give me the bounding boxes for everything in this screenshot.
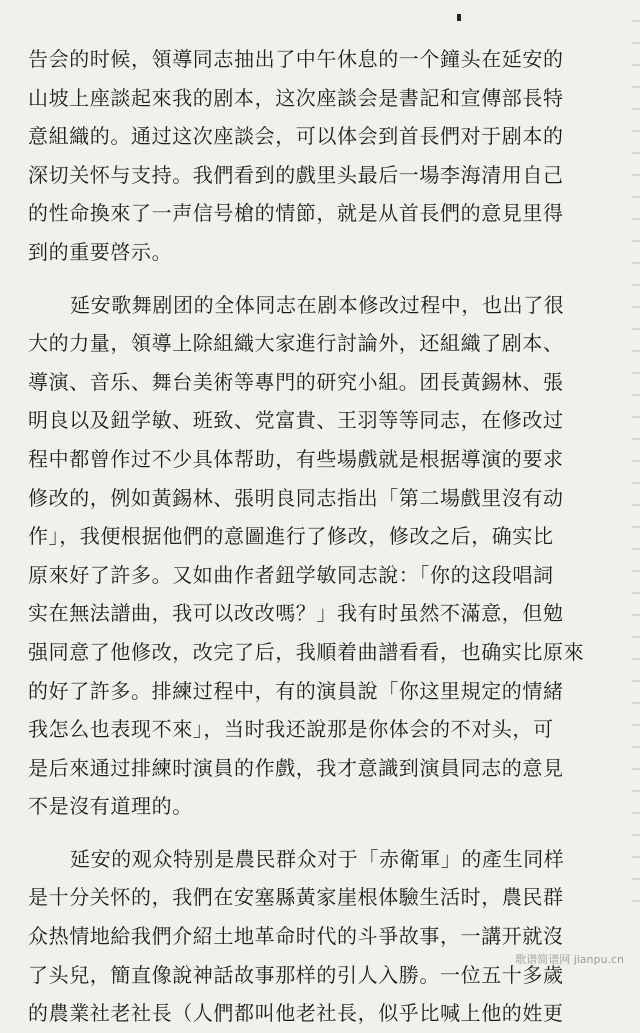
text-line: 的性命換來了一声信号槍的情節，就是从首長們的意見里得 [28, 201, 564, 226]
paragraph-gap [28, 272, 608, 286]
paragraph-3 [28, 840, 608, 1033]
text-line: 不是沒有道理的。 [28, 794, 193, 819]
text-line: 大的力量，領導上除組織大家進行討論外，还組織了剧本、 [28, 331, 564, 356]
text-line: 原來好了許多。又如曲作者鈕学敏同志說：「你的这段唱詞 [28, 562, 554, 587]
text-line: 延安的观众特别是農民群众对于「赤衛軍」的產生同样 [70, 846, 565, 871]
text-line: 延安歌舞剧团的全体同志在剧本修改过程中，也出了很 [70, 292, 565, 317]
text-line: 实在無法譜曲，我可以改改嗎？」我有时虽然不滿意，但勉 [28, 601, 564, 626]
text-line: 的好了許多。排練过程中，有的演員說「你这里規定的情緒 [28, 678, 564, 703]
text-line: 作」，我便根据他們的意圖進行了修改，修改之后，确实比 [28, 524, 554, 549]
text-line: 的農業社老社長（人們都叫他老社長，似乎比喊上他的姓更 [28, 1001, 564, 1026]
site-watermark: 歌谱简谱网 jianpu.cn [515, 953, 624, 966]
page-mark [457, 14, 461, 21]
text-line: 意組織的。通过这次座談会，可以体会到首長們对于剧本的 [28, 124, 564, 149]
text-line: 山坡上座談起來我的剧本，这次座談会是書記和宣傳部長特 [28, 85, 564, 110]
text-line: 是十分关怀的，我們在安塞縣黃家崖根体驗生活时，農民群 [28, 885, 564, 910]
text-line: 導演、音乐、舞台美術等專門的研究小組。团長黃錫林、張 [28, 369, 564, 394]
text-line: 深切关怀与支持。我們看到的戲里头最后一場李海清用自己 [28, 162, 564, 187]
paragraph-1 [28, 40, 608, 272]
document-page [28, 40, 608, 1033]
text-line: 到的重要啓示。 [28, 239, 173, 264]
text-line: 告会的时候，領導同志抽出了中午休息的一个鐘头在延安的 [28, 47, 564, 71]
scan-edge [632, 20, 640, 920]
text-line: 强同意了他修改，改完了后，我順着曲譜看看，也确实比原來 [28, 639, 585, 664]
text-line: 众热情地給我們介紹土地革命时代的斗爭故事，一講开就沒 [28, 924, 564, 949]
text-line: 程中都曾作过不少具体帮助，有些場戲就是根据導演的要求 [28, 446, 564, 471]
paragraph-2 [28, 286, 608, 826]
text-line: 是后來通过排練时演員的作戲，我才意識到演員同志的意見 [28, 755, 564, 780]
text-line: 明良以及鈕学敏、班致、党富貴、王羽等等同志，在修改过 [28, 408, 564, 433]
text-line: 了头兒，簡直像說神話故事那样的引人入勝。一位五十多歲 [28, 962, 564, 987]
text-line: 修改的，例如黃錫林、張明良同志指出「第二場戲里沒有动 [28, 485, 564, 510]
paragraph-gap [28, 826, 608, 840]
text-line: 我怎么也表现不來」，当时我还說那是你体会的不对头，可 [28, 717, 554, 742]
